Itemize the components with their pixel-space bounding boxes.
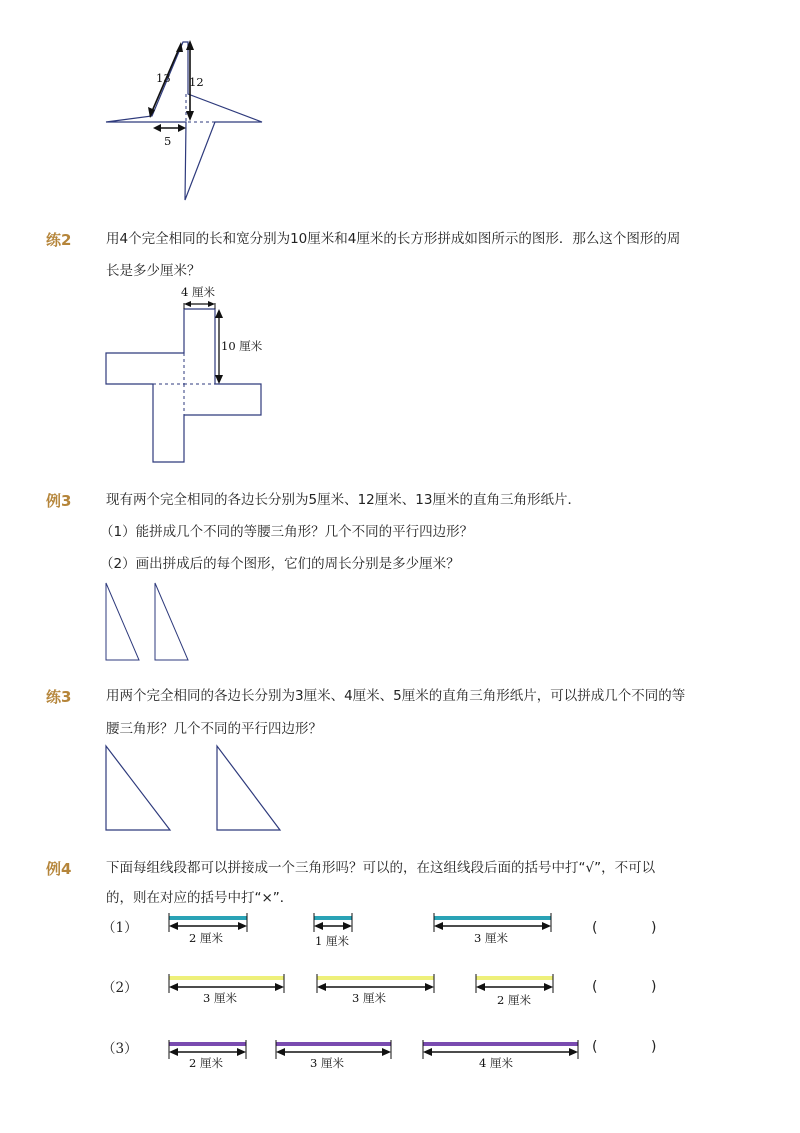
- row-2-segment-2-bar: [317, 976, 434, 980]
- row-1-paren-close: ): [651, 920, 657, 936]
- example-3-question-2: （2）画出拼成后的每个图形，它们的周长分别是多少厘米？: [100, 556, 460, 572]
- exercise-3-text-line2: 腰三角形？几个不同的平行四边形？: [106, 721, 322, 737]
- row-3-paren-close: ): [651, 1039, 657, 1055]
- row-2-number: （2）: [102, 980, 138, 996]
- base-label: 5: [164, 134, 172, 148]
- row-3-segment-3-label: 4 厘米: [479, 1056, 513, 1070]
- row-1-segment-1-bar: [169, 916, 247, 920]
- example-4-text-line2: 的，则在对应的括号中打“×”．: [106, 890, 294, 906]
- hyp-label: 13: [156, 71, 171, 85]
- cross-figure: [0, 280, 800, 470]
- row-3-segment-1-label: 2 厘米: [189, 1056, 223, 1070]
- row-2-paren-close: ): [651, 979, 657, 995]
- example-3-triangles: [0, 575, 800, 670]
- pinwheel-figure: [0, 0, 800, 215]
- row-1-segment-3-bar: [434, 916, 551, 920]
- height-label: 12: [189, 75, 204, 89]
- row-3-number: （3）: [102, 1041, 138, 1057]
- exercise-3-triangles: [0, 740, 800, 840]
- row-1-segments: [0, 910, 800, 955]
- row-2-segment-1-label: 3 厘米: [203, 991, 237, 1005]
- exercise-3-label: 练3: [46, 688, 72, 706]
- row-3-segment-2-label: 3 厘米: [310, 1056, 344, 1070]
- exercise-3-text-line1: 用两个完全相同的各边长分别为3厘米、4厘米、5厘米的直角三角形纸片，可以拼成几个不同的等: [106, 688, 686, 704]
- row-3-paren-open[interactable]: (: [592, 1039, 598, 1055]
- row-2-paren-open[interactable]: (: [592, 979, 598, 995]
- example-3-text: 现有两个完全相同的各边长分别为5厘米、12厘米、13厘米的直角三角形纸片．: [106, 492, 581, 508]
- row-1-segment-3-label: 3 厘米: [474, 931, 508, 945]
- row-2-segment-3-bar: [476, 976, 553, 980]
- row-1-number: （1）: [102, 920, 138, 936]
- row-1-segment-2-label: 1 厘米: [315, 934, 349, 948]
- exercise-2-text-line2: 长是多少厘米？: [106, 263, 201, 279]
- example-4-text-line1: 下面每组线段都可以拼接成一个三角形吗？可以的，在这组线段后面的括号中打“√”，不可以: [106, 860, 656, 876]
- row-2-segment-3-label: 2 厘米: [497, 993, 531, 1007]
- row-2-segment-1-bar: [169, 976, 284, 980]
- exercise-2-label: 练2: [46, 231, 72, 249]
- example-4-label: 例4: [46, 860, 72, 878]
- row-2-segment-2-label: 3 厘米: [352, 991, 386, 1005]
- cross-length-label: 10 厘米: [221, 339, 263, 353]
- row-1-segment-1-label: 2 厘米: [189, 931, 223, 945]
- row-1-segment-2-bar: [314, 916, 352, 920]
- row-3-segments: [0, 1030, 800, 1075]
- row-3-segment-2-bar: [276, 1042, 391, 1046]
- example-3-question-1: （1）能拼成几个不同的等腰三角形？几个不同的平行四边形？: [100, 524, 474, 540]
- exercise-2-text-line1: 用4个完全相同的长和宽分别为10厘米和4厘米的长方形拼成如图所示的图形．那么这个图形的周: [106, 231, 681, 247]
- cross-width-label: 4 厘米: [181, 285, 215, 299]
- row-2-segments: [0, 968, 800, 1013]
- row-3-segment-1-bar: [169, 1042, 246, 1046]
- example-3-label: 例3: [46, 492, 72, 510]
- row-3-segment-3-bar: [423, 1042, 578, 1046]
- row-1-paren-open[interactable]: (: [592, 920, 598, 936]
